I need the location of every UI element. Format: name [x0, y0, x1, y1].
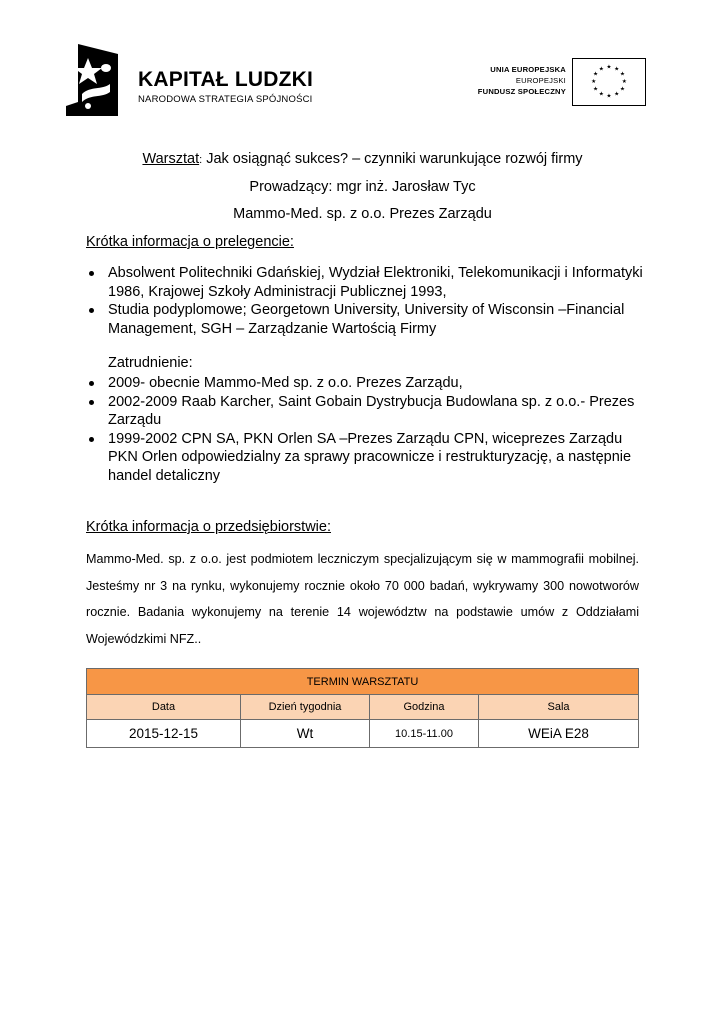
workshop-lead: Prowadzący: mgr inż. Jarosław Tyc — [249, 179, 476, 195]
kapital-ludzki-subtitle: NARODOWA STRATEGIA SPÓJNOŚCI — [138, 94, 313, 105]
table-row — [87, 720, 639, 748]
svg-text:★: ★ — [598, 91, 604, 98]
eu-flag-icon — [572, 58, 646, 106]
schedule-header-row — [87, 695, 639, 720]
column-header-date: Data — [87, 695, 241, 720]
list-item: 2009- obecnie Mammo-Med sp. z o.o. Prezes Zarządu, — [86, 374, 646, 393]
schedule-title: TERMIN WARSZTATU — [87, 669, 639, 695]
kapital-ludzki-title: KAPITAŁ LUDZKI — [138, 68, 314, 91]
workshop-title-line — [0, 151, 725, 167]
schedule-title-row — [87, 669, 639, 695]
svg-text:★: ★ — [593, 71, 599, 78]
svg-text:★: ★ — [598, 66, 604, 73]
schedule-table — [86, 668, 639, 748]
list-item: 1999-2002 CPN SA, PKN Orlen SA –Prezes Zarządu CPN, wiceprezes Zarządu PKN Orlen odpowiedzialny za sprawy pracownicze i restrukturyzację, a następnie handel detaliczny — [86, 430, 646, 486]
cell-room: WEiA E28 — [479, 720, 639, 748]
svg-text:★: ★ — [614, 66, 620, 73]
eu-logo-line2: EUROPEJSKI — [515, 76, 566, 85]
employment-list — [86, 374, 646, 485]
column-header-time: Godzina — [370, 695, 479, 720]
svg-text:★: ★ — [593, 86, 599, 93]
kapital-ludzki-logo — [66, 44, 316, 118]
cell-date: 2015-12-15 — [87, 720, 241, 748]
company-heading: Krótka informacja o przedsiębiorstwie: — [86, 519, 331, 535]
svg-text:★: ★ — [621, 78, 627, 85]
cell-time: 10.15-11.00 — [370, 720, 479, 748]
column-header-room: Sala — [479, 695, 639, 720]
svg-text:★: ★ — [614, 91, 620, 98]
kapital-ludzki-emblem-icon — [66, 44, 122, 116]
svg-text:★: ★ — [619, 86, 625, 93]
cell-weekday: Wt — [241, 720, 370, 748]
svg-text:★: ★ — [591, 78, 597, 85]
eu-logo-text — [478, 64, 566, 97]
workshop-title: Jak osiągnąć sukces? – czynniki warunkujące rozwój firmy — [202, 151, 583, 167]
eu-logo-line3: FUNDUSZ SPOŁECZNY — [477, 87, 566, 96]
list-item: Studia podyplomowe; Georgetown University, University of Wisconsin –Financial Management, SGH – Zarządzanie Wartością Firmy — [86, 301, 646, 338]
workshop-company: Mammo-Med. sp. z o.o. Prezes Zarządu — [233, 206, 492, 222]
svg-text:★: ★ — [606, 64, 612, 71]
eu-logo — [470, 58, 646, 108]
company-description: Mammo-Med. sp. z o.o. jest podmiotem leczniczym specjalizującym się w mammografii mobilnej. Jesteśmy nr 3 na rynku, wykonujemy rocznie około 70 000 badań, wykrywamy 300 nowotworów rocznie. Badania wykonujemy na terenie 14 województw na podstawie umów z Oddziałami Wojewódzkimi NFZ.. — [86, 552, 639, 646]
speaker-heading: Krótka informacja o prelegencie: — [86, 234, 294, 250]
employment-label: Zatrudnienie: — [108, 355, 193, 371]
speaker-bio-list — [86, 264, 646, 338]
list-item: 2002-2009 Raab Karcher, Saint Gobain Dystrybucja Budowlana sp. z o.o.- Prezes Zarządu — [86, 393, 646, 430]
svg-text:★: ★ — [619, 71, 625, 78]
eu-logo-line1: UNIA EUROPEJSKA — [490, 65, 566, 74]
list-item: Absolwent Politechniki Gdańskiej, Wydział Elektroniki, Telekomunikacji i Informatyki 1986, Krajowej Szkoły Administracji Publicznej 1993, — [86, 264, 646, 301]
svg-text:★: ★ — [606, 93, 612, 100]
column-header-weekday: Dzień tygodnia — [241, 695, 370, 720]
workshop-colon: : — [199, 154, 203, 166]
workshop-label: Warsztat — [142, 151, 200, 167]
